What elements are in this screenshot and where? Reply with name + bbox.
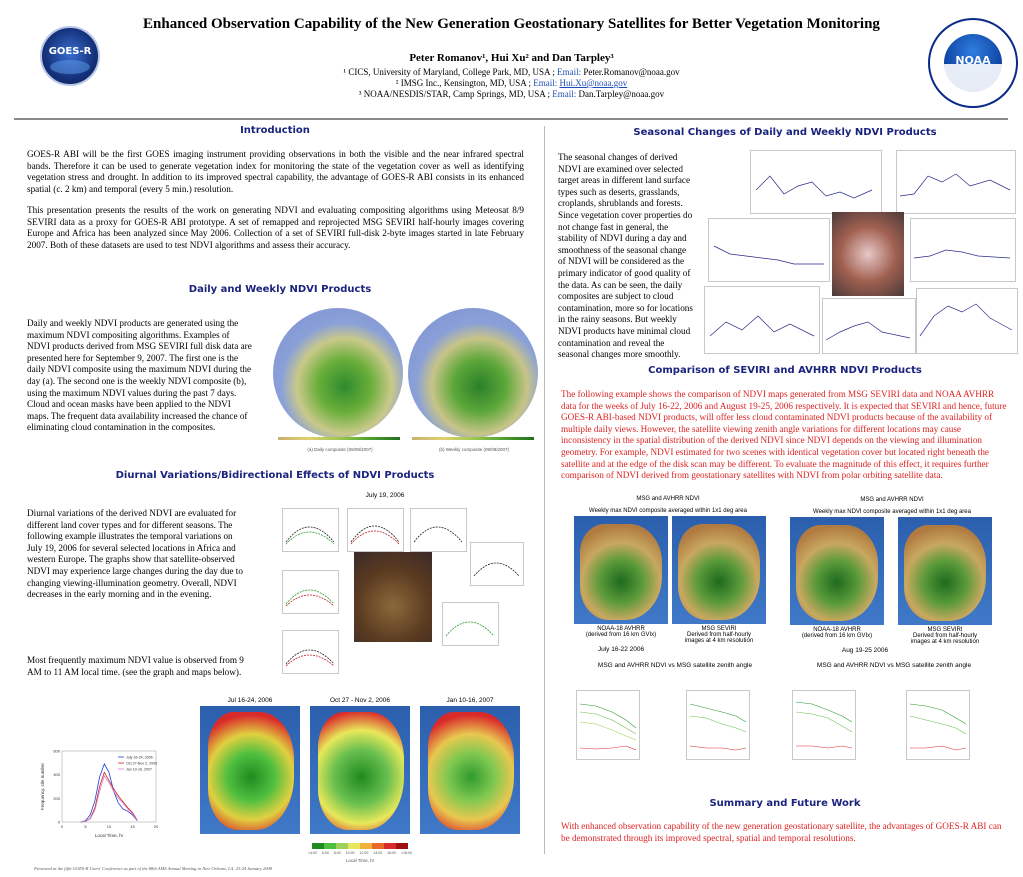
intro-paragraph-1: GOES-R ABI will be the first GOES imaging instrument providing observations in both the visible and the near infrared spectral bands. Therefore it can be used to generate vegetation index for monitoring the state of the vegetation cover as well as identifying vegetation stress and drought. In addition to its improved spectral capability, the advantage of GOES-R ABI consists in its enhanced spatial (c. 2 km) and temporal (every 5 min.) resolution. xyxy=(27,149,524,194)
panel1-seviri-label: MSG SEVIRI Derived from half-hourly images at 4 km resolution xyxy=(684,626,754,644)
column-divider xyxy=(544,126,545,854)
comparison-text: The following example shows the comparison of NDVI maps generated from MSG SEVIRI data and NOAA AVHRR data for the weeks of July 16-22, 2006 and August 19-25, 2006 respectively. It is expected that SEVIRI and hence, future GOES-R ABI-based NDVI products, will offer less cloud contaminated NDVI products because of the availability of multiple daily views. However, the satellite viewing zenith angle variations for different locations may cause inconsistency in the spatial distribution of the derived NDVI since NDVI depends on the viewing and illumination geometry. For example, NDVI estimated for two scenes with identical vegetation cover but located right beneath the satellite and at the edge of the disk scan may be different. To evaluate the magnitude of this effect, it requires further comparison of NDVI derived from geostationary satellites with NDVI from polar orbiting satellite data. xyxy=(561,389,1007,481)
panel1-heading1: MSG and AVHRR NDVI xyxy=(636,496,700,502)
section-title-introduction: Introduction xyxy=(240,125,310,136)
legend-swatch xyxy=(384,843,396,849)
intro-paragraph-2: This presentation presents the results of the work on generating NDVI and evaluating compositing algorithms using Meteosat 8/9 SEVIRI data as a proxy for GOES-R ABI prototype. A set of remapped and reprojected MSG SEVIRI half-hourly images covering Europe and Africa has been analyzed since May 2006. Collection of a set of SEVIRI full-disk 2-byte images started in late February 2007. Both of these datasets are used to test NDVI algorithms and assess their accuracy. xyxy=(27,205,524,250)
freq-x-tick: 10 xyxy=(106,824,112,829)
panel2-chart-title: MSG and AVHRR NDVI vs MSG satellite zenith angle xyxy=(816,662,972,669)
panel2-date: Aug 19-25 2006 xyxy=(841,647,889,654)
frequency-chart xyxy=(34,745,164,840)
daily-colorbar xyxy=(278,437,400,440)
section-title-seasonal: Seasonal Changes of Daily and Weekly NDVI Products xyxy=(633,127,937,138)
local-time-legend-labels xyxy=(308,851,412,855)
poster-footer: Presented at the fifth GOES-R Users' Conference as part of the 88th AMS Annual Meeting in New Orleans, LA, 23-24 January 2008 xyxy=(34,866,273,871)
freq-x-tick: 15 xyxy=(130,824,135,829)
freq-legend-label: July 16-24, 2006 xyxy=(126,755,153,760)
section-title-daily-weekly: Daily and Weekly NDVI Products xyxy=(188,284,372,295)
daily-weekly-text: Daily and weekly NDVI products are generated using the maximum NDVI compositing algorithms. Examples of NDVI products derived from MSG SEVIRI full disk data are presented here for September 9, 2007. The first one is the daily NDVI composite using the maximum NDVI during the day (a). The second one is the weekly NDVI composite (b), using the maximum NDVI values during the past 7 days. Cloud and ocean masks have been applied to the NDVI maps. The frequent data availability increased the chance of eliminating cloud contamination in the composites. xyxy=(27,318,252,433)
daily-composite-globe xyxy=(273,308,403,438)
diurnal-map-jul xyxy=(200,706,300,834)
legend-swatch xyxy=(396,843,408,849)
section-title-summary: Summary and Future Work xyxy=(709,798,861,809)
freq-x-tick: 20 xyxy=(153,824,159,829)
caption-daily: (a) Daily composite (09/09/2007) xyxy=(307,447,373,452)
legend-label: 10:00 xyxy=(345,851,355,855)
legend-swatch xyxy=(324,843,336,849)
map-title-2: Oct 27 - Nov 2, 2006 xyxy=(330,697,390,704)
poster-title: Enhanced Observation Capability of the New Generation Geostationary Satellites for Better Vegetation Monitoring xyxy=(143,16,880,32)
panel1-chart-title: MSG and AVHRR NDVI vs MSG satellite zenith angle xyxy=(597,662,753,669)
section-title-diurnal: Diurnal Variations/Bidirectional Effects of NDVI Products xyxy=(115,470,435,481)
freq-y-label: Frequency, site number xyxy=(40,763,45,810)
freq-x-tick: 5 xyxy=(84,824,87,829)
panel2-seviri-label: MSG SEVIRI Derived from half-hourly images at 4 km resolution xyxy=(910,627,980,645)
legend-label: 12:00 xyxy=(359,851,369,855)
legend-swatch xyxy=(348,843,360,849)
diurnal-map-jan xyxy=(420,706,520,834)
diurnal-text-1: Diurnal variations of the derived NDVI are evaluated for different land cover types and for different seasons. The following example illustrates the temporal variations on July 19, 2006 for several selected locations in Africa and western Europe. The graphs show that satellite-observed NDVI may experience large changes during the day due to changing viewing-illumination geometry. Overall, NDVI decreases in the early morning and in the evening. xyxy=(27,508,243,600)
freq-x-tick: 0 xyxy=(60,824,64,829)
weekly-composite-globe xyxy=(408,308,538,438)
panel1-heading2: Weekly max NDVI composite averaged within 1x1 deg area xyxy=(589,508,747,514)
noaa-logo-text: NOAA xyxy=(955,54,991,67)
panel2-zenith-charts xyxy=(782,676,1008,776)
local-time-legend xyxy=(312,843,408,849)
panel2-seviri-map xyxy=(898,517,992,625)
weekly-colorbar xyxy=(412,437,534,440)
legend-swatch xyxy=(360,843,372,849)
freq-y-tick: 600 xyxy=(53,748,60,754)
legend-swatch xyxy=(336,843,348,849)
freq-legend-label: Oct 27-Nov 2, 2006 xyxy=(126,761,158,766)
diurnal-figure xyxy=(262,502,524,680)
header-divider xyxy=(14,118,1008,120)
panel2-avhrr-map xyxy=(790,517,884,625)
affiliation-2: ² IMSG Inc., Kensington, MD, USA ; Email: Hui.Xu@noaa.gov xyxy=(395,78,628,88)
affiliation-3: ³ NOAA/NESDIS/STAR, Camp Springs, MD, USA ; Email: Dan.Tarpley@noaa.gov xyxy=(358,89,665,99)
legend-swatch xyxy=(312,843,324,849)
legend-label: 6:00 xyxy=(321,851,329,855)
panel2-zenith-curves xyxy=(782,676,1008,776)
diurnal-figure-title: July 19, 2006 xyxy=(365,492,405,499)
diurnal-text-2: Most frequently maximum NDVI value is observed from 9 AM to 11 AM local time. (see the graph and maps below). xyxy=(27,655,244,677)
section-title-comparison: Comparison of SEVIRI and AVHRR NDVI Products xyxy=(648,365,922,376)
map-title-1: Jul 16-24, 2006 xyxy=(227,697,273,704)
seasonal-figure xyxy=(700,146,1018,356)
freq-y-tick: 0 xyxy=(57,819,60,825)
panel1-avhrr-map xyxy=(574,516,668,624)
caption-weekly: (b) Weekly composite (09/09/2007) xyxy=(439,447,509,452)
legend-label: 14:00 xyxy=(373,851,383,855)
legend-label: >18:00 xyxy=(400,851,412,855)
freq-y-tick: 200 xyxy=(53,795,60,801)
email-romanov[interactable]: Peter.Romanov@noaa.gov xyxy=(583,67,680,77)
panel2-heading2: Weekly max NDVI composite averaged within 1x1 deg area xyxy=(813,509,971,515)
map-title-3: Jan 10-16, 2007 xyxy=(446,697,494,704)
panel2-heading1: MSG and AVHRR NDVI xyxy=(860,497,924,503)
legend-label: 8:00 xyxy=(333,851,341,855)
seasonal-text: The seasonal changes of derived NDVI are examined over selected target areas in different land surface types such as deserts, grasslands, croplands, shrublands and forests. Since vegetation cover properties do not change fast in general, the stability of NDVI during a day and smoothness of the seasonal change of NDVI will be considered as the primary indicator of good quality of the data. As can be seen, the daily composites are subject to cloud contamination, more so for locations in the rainy seasons. But weekly NDVI products have minimal cloud contamination and reveal the seasonal changes more smoothly. xyxy=(558,152,693,360)
goes-r-logo-text: GOES-R xyxy=(48,46,92,57)
panel1-seviri-map xyxy=(672,516,766,624)
panel1-zenith-charts xyxy=(566,676,776,776)
summary-text: With enhanced observation capability of the new generation geostationary satellite, the advantages of GOES-R ABI can be demonstrated through its improved spectral, spatial and temporal resolutions. xyxy=(561,821,1002,843)
panel2-avhrr-label: NOAA-18 AVHRR (derived from 16 km GVIx) xyxy=(801,627,873,639)
panel1-avhrr-label: NOAA-18 AVHRR (derived from 16 km GVIx) xyxy=(585,626,657,638)
email-tarpley[interactable]: Dan.Tarpley@noaa.gov xyxy=(578,89,665,99)
panel1-zenith-curves xyxy=(566,676,776,776)
diurnal-map-oct xyxy=(310,706,410,834)
legend-swatch xyxy=(372,843,384,849)
legend-label: <4:00 xyxy=(308,851,318,855)
poster-authors: Peter Romanov¹, Hui Xu² and Dan Tarpley³ xyxy=(409,52,614,64)
affiliation-1: ¹ CICS, University of Maryland, College Park, MD, USA ; Email: Peter.Romanov@noaa.gov xyxy=(343,67,680,77)
diurnal-curves xyxy=(262,502,524,680)
seasonal-curves xyxy=(700,146,1018,356)
legend-xlabel: Local Time, hr xyxy=(345,858,375,863)
legend-label: 16:00 xyxy=(387,851,397,855)
freq-y-tick: 400 xyxy=(53,772,60,778)
panel1-date: July 16-22 2006 xyxy=(597,646,645,653)
email-xu[interactable]: Hui.Xu@noaa.gov xyxy=(559,78,628,88)
freq-legend-label: Jan 10-16, 2007 xyxy=(126,767,152,772)
noaa-logo xyxy=(928,18,1018,108)
freq-x-label: Local Time, hr xyxy=(94,833,124,838)
